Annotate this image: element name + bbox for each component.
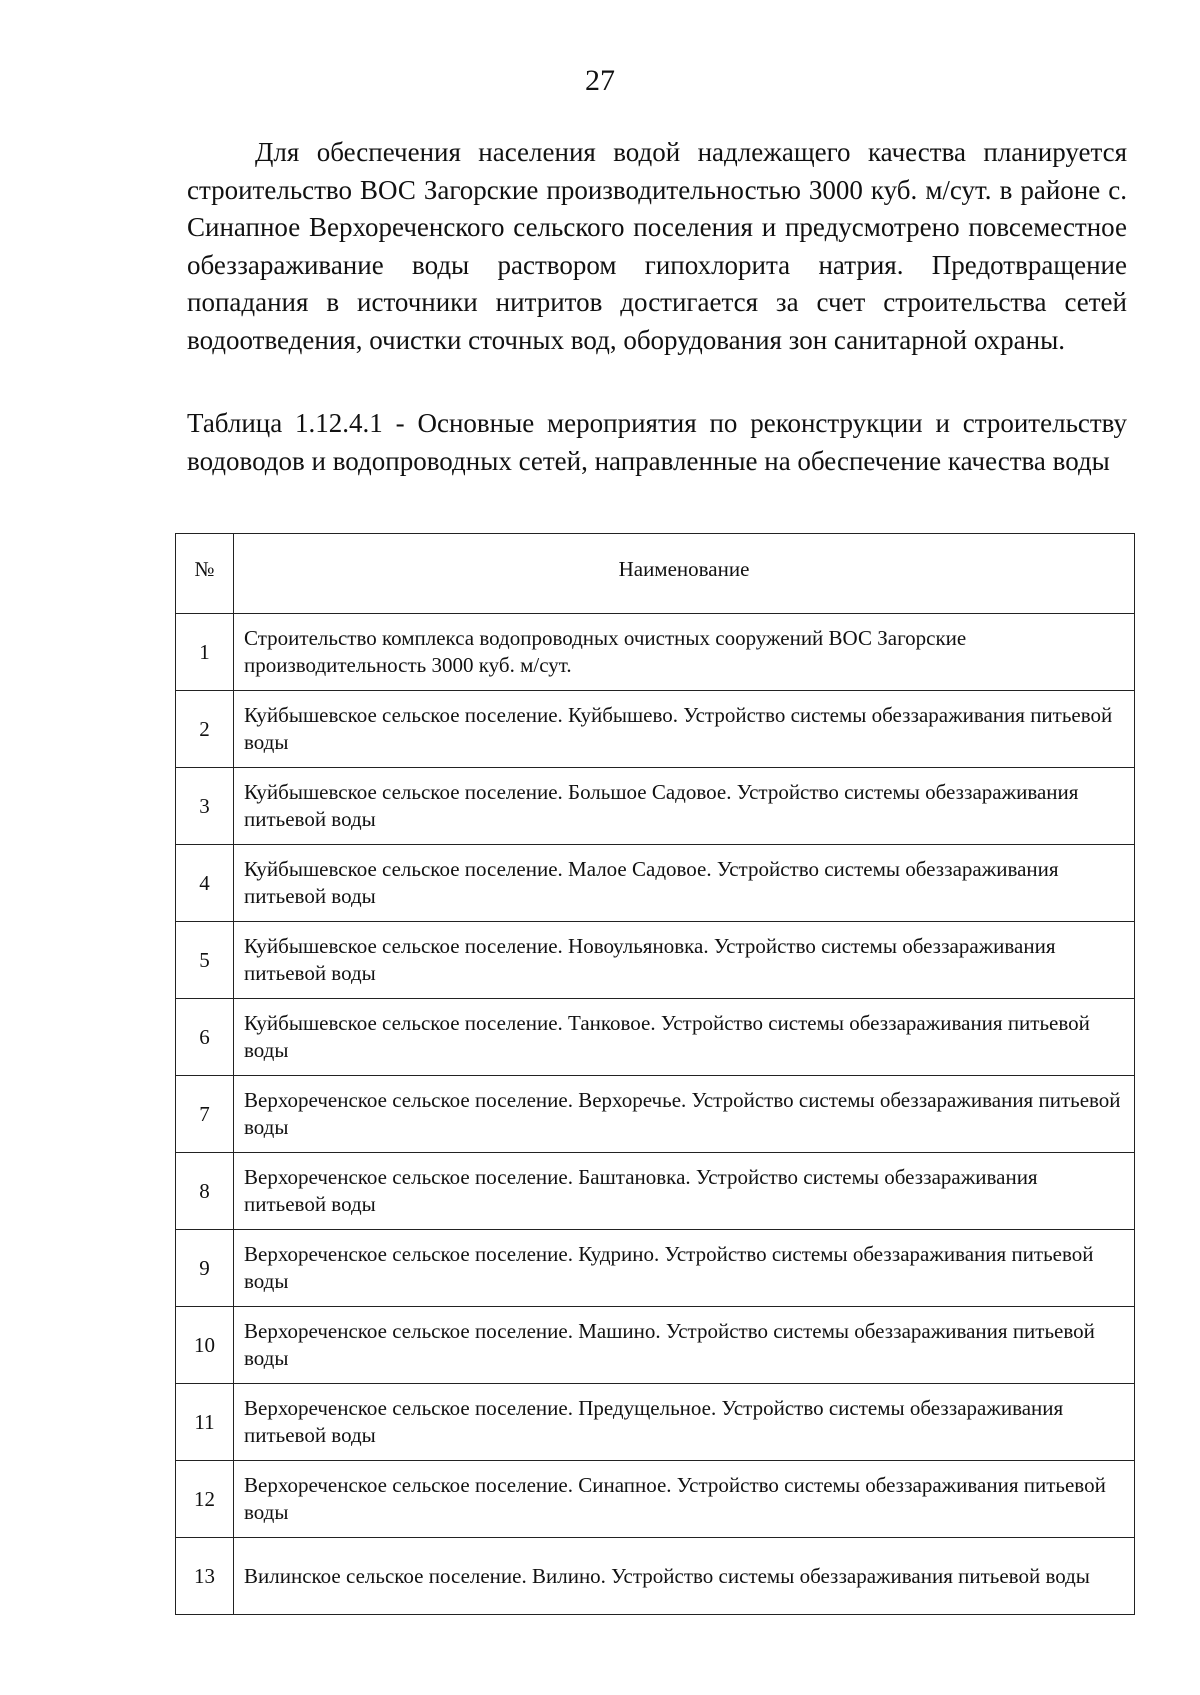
table-row [176, 1230, 1135, 1307]
row-number: 13 [176, 1538, 234, 1615]
row-name: Верхореченское сельское поселение. Синапное. Устройство системы обеззараживания питьевой воды [234, 1461, 1135, 1538]
row-name: Верхореченское сельское поселение. Кудрино. Устройство системы обеззараживания питьевой воды [234, 1230, 1135, 1307]
measures-table [175, 533, 1135, 1615]
table-body [176, 614, 1135, 1615]
row-name: Куйбышевское сельское поселение. Куйбышево. Устройство системы обеззараживания питьевой воды [234, 691, 1135, 768]
row-number: 9 [176, 1230, 234, 1307]
table-row [176, 1307, 1135, 1384]
row-name: Верхореченское сельское поселение. Машино. Устройство системы обеззараживания питьевой воды [234, 1307, 1135, 1384]
row-number: 10 [176, 1307, 234, 1384]
table-row [176, 691, 1135, 768]
table-row [176, 845, 1135, 922]
row-name: Верхореченское сельское поселение. Верхоречье. Устройство системы обеззараживания питьевой воды [234, 1076, 1135, 1153]
row-name: Верхореченское сельское поселение. Предущельное. Устройство системы обеззараживания питьевой воды [234, 1384, 1135, 1461]
row-number: 4 [176, 845, 234, 922]
row-number: 3 [176, 768, 234, 845]
table-row [176, 1538, 1135, 1615]
row-number: 1 [176, 614, 234, 691]
table-header-row [176, 534, 1135, 614]
row-name: Строительство комплекса водопроводных очистных сооружений ВОС Загорские производительность 3000 куб. м/сут. [234, 614, 1135, 691]
table-row [176, 1076, 1135, 1153]
table-row [176, 1384, 1135, 1461]
row-number: 5 [176, 922, 234, 999]
header-name: Наименование [234, 534, 1135, 614]
row-number: 12 [176, 1461, 234, 1538]
table-row [176, 999, 1135, 1076]
table-row [176, 1461, 1135, 1538]
row-number: 8 [176, 1153, 234, 1230]
row-number: 11 [176, 1384, 234, 1461]
row-number: 6 [176, 999, 234, 1076]
table-caption: Таблица 1.12.4.1 - Основные мероприятия по реконструкции и строительству водоводов и водопроводных сетей, направленные на обеспечение качества воды [187, 408, 1127, 476]
row-name: Вилинское сельское поселение. Вилино. Устройство системы обеззараживания питьевой воды [234, 1538, 1135, 1615]
row-name: Куйбышевское сельское поселение. Танковое. Устройство системы обеззараживания питьевой воды [234, 999, 1135, 1076]
body-paragraph: Для обеспечения населения водой надлежащего качества планируется строительство ВОС Загорские производительностью 3000 куб. м/сут. в районе с. Синапное Верхореченского сельского поселения и предусмотрено повсеместное обеззараживание воды раствором гипохлорита натрия. Предотвращение попадания в источники нитритов достигается за счет строительства сетей водоотведения, очистки сточных вод, оборудования зон санитарной охраны. [187, 137, 1127, 355]
row-number: 7 [176, 1076, 234, 1153]
row-name: Куйбышевское сельское поселение. Большое Садовое. Устройство системы обеззараживания питьевой воды [234, 768, 1135, 845]
page-number: 27 [585, 64, 615, 97]
row-name: Верхореченское сельское поселение. Баштановка. Устройство системы обеззараживания питьевой воды [234, 1153, 1135, 1230]
table-row [176, 922, 1135, 999]
table-row [176, 1153, 1135, 1230]
row-name: Куйбышевское сельское поселение. Новоульяновка. Устройство системы обеззараживания питьевой воды [234, 922, 1135, 999]
header-number: № [176, 534, 234, 614]
table-row [176, 768, 1135, 845]
row-number: 2 [176, 691, 234, 768]
table-row [176, 614, 1135, 691]
row-name: Куйбышевское сельское поселение. Малое Садовое. Устройство системы обеззараживания питьевой воды [234, 845, 1135, 922]
